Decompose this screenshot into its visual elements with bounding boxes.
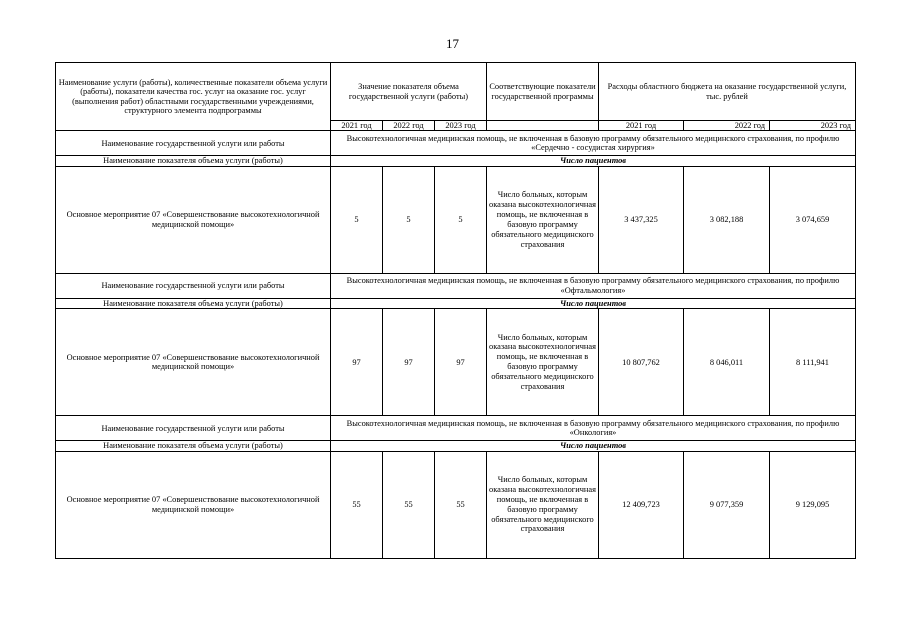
service-label: Наименование государственной услуги или работы bbox=[56, 416, 331, 441]
volume-2022: 55 bbox=[383, 451, 435, 558]
indicator-label: Наименование показателя объема услуги (работы) bbox=[56, 156, 331, 166]
data-row bbox=[56, 166, 856, 273]
volume-2021: 5 bbox=[331, 166, 383, 273]
year-volume-2021: 2021 год bbox=[331, 121, 383, 131]
year-volume-2022: 2022 год bbox=[383, 121, 435, 131]
indicator-value: Число пациентов bbox=[331, 298, 856, 308]
budget-table bbox=[55, 62, 856, 559]
indicator-label: Наименование показателя объема услуги (работы) bbox=[56, 298, 331, 308]
year-volume-2023: 2023 год bbox=[435, 121, 487, 131]
expense-2022: 3 082,188 bbox=[684, 166, 770, 273]
expense-2023: 3 074,659 bbox=[770, 166, 856, 273]
activity-name: Основное мероприятие 07 «Совершенствование высокотехнологичной медицинской помощи» bbox=[56, 166, 331, 273]
volume-2023: 5 bbox=[435, 166, 487, 273]
year-expense-2022: 2022 год bbox=[684, 121, 770, 131]
service-value: Высокотехнологичная медицинская помощь, не включенная в базовую программу обязательного медицинского страхования, по профилю «Сердечно - сосудистая хирургия» bbox=[331, 131, 856, 156]
indicator-value: Число пациентов bbox=[331, 441, 856, 451]
expense-2022: 9 077,359 bbox=[684, 451, 770, 558]
year-expense-2023: 2023 год bbox=[770, 121, 856, 131]
service-row bbox=[56, 131, 856, 156]
service-value: Высокотехнологичная медицинская помощь, не включенная в базовую программу обязательного медицинского страхования, по профилю «Онкология» bbox=[331, 416, 856, 441]
expense-2021: 3 437,325 bbox=[599, 166, 684, 273]
indicator-row bbox=[56, 298, 856, 308]
service-label: Наименование государственной услуги или работы bbox=[56, 131, 331, 156]
header-row bbox=[56, 63, 856, 121]
page-number: 17 bbox=[446, 36, 459, 51]
program-indicator: Число больных, которым оказана высокотехнологичная помощь, не включенная в базовую программу обязательного медицинского страхования bbox=[487, 166, 599, 273]
year-expense-2021: 2021 год bbox=[599, 121, 684, 131]
expense-2023: 8 111,941 bbox=[770, 309, 856, 416]
activity-name: Основное мероприятие 07 «Совершенствование высокотехнологичной медицинской помощи» bbox=[56, 309, 331, 416]
expense-2021: 10 807,762 bbox=[599, 309, 684, 416]
header-name-col: Наименование услуги (работы), количественные показатели объема услуги (работы), показатели качества гос. услуг на оказание гос. услуг (выполнения работ) областными государственными учреждениями, структурного элемента подпрограммы bbox=[56, 63, 331, 131]
volume-2023: 97 bbox=[435, 309, 487, 416]
expense-2022: 8 046,011 bbox=[684, 309, 770, 416]
header-expense-col: Расходы областного бюджета на оказание государственной услуги, тыс. рублей bbox=[599, 63, 856, 121]
program-indicator: Число больных, которым оказана высокотехнологичная помощь, не включенная в базовую программу обязательного медицинского страхования bbox=[487, 451, 599, 558]
volume-2022: 97 bbox=[383, 309, 435, 416]
service-value: Высокотехнологичная медицинская помощь, не включенная в базовую программу обязательного медицинского страхования, по профилю «Офтальмология» bbox=[331, 273, 856, 298]
data-row bbox=[56, 451, 856, 558]
program-indicator: Число больных, которым оказана высокотехнологичная помощь, не включенная в базовую программу обязательного медицинского страхования bbox=[487, 309, 599, 416]
expense-2021: 12 409,723 bbox=[599, 451, 684, 558]
header-volume-col: Значение показателя объема государственной услуги (работы) bbox=[331, 63, 487, 121]
service-label: Наименование государственной услуги или работы bbox=[56, 273, 331, 298]
indicator-value: Число пациентов bbox=[331, 156, 856, 166]
data-row bbox=[56, 309, 856, 416]
indicator-row bbox=[56, 156, 856, 166]
indicator-label: Наименование показателя объема услуги (работы) bbox=[56, 441, 331, 451]
activity-name: Основное мероприятие 07 «Совершенствование высокотехнологичной медицинской помощи» bbox=[56, 451, 331, 558]
service-row bbox=[56, 416, 856, 441]
service-row bbox=[56, 273, 856, 298]
volume-2023: 55 bbox=[435, 451, 487, 558]
volume-2021: 97 bbox=[331, 309, 383, 416]
indicator-row bbox=[56, 441, 856, 451]
year-program-blank bbox=[487, 121, 599, 131]
header-program-col: Соответствующие показатели государственной программы bbox=[487, 63, 599, 121]
volume-2022: 5 bbox=[383, 166, 435, 273]
expense-2023: 9 129,095 bbox=[770, 451, 856, 558]
volume-2021: 55 bbox=[331, 451, 383, 558]
